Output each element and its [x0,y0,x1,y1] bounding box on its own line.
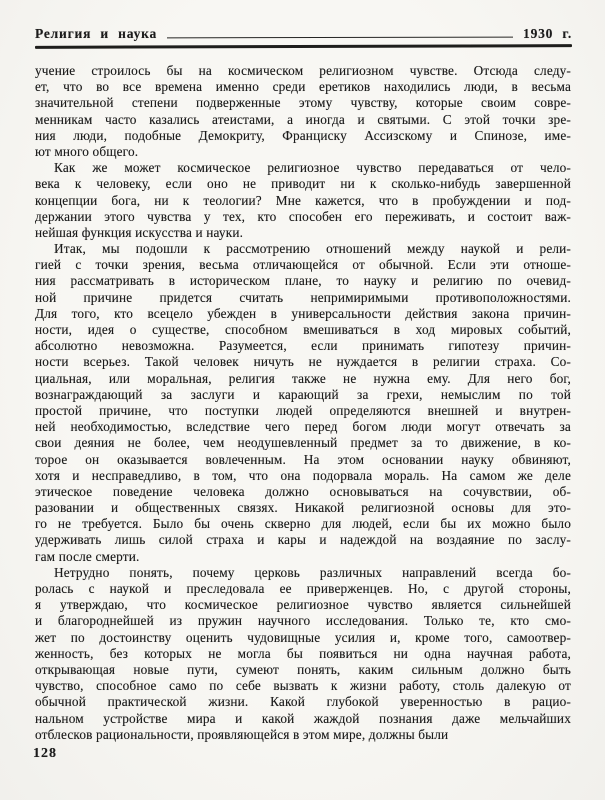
text-line: абсолютно невозможна. Разумеется, если принимать гипотезу причин- [35,338,571,354]
text-line: концепции бога, ни к теологии? Мне кажется, что в пробуждении и под- [35,192,571,208]
body-text [35,63,571,743]
text-line: ной причине придется считать непримиримыми противоположностями. [35,289,571,305]
text-line: циальная, или моральная, религия также не нужна ему. Для него бог, [35,370,571,386]
text-line: обычной практической жизни. Какой глубокой уверенностью в рацио- [35,694,571,710]
text-line: ют много общего. [35,143,139,159]
text-line: я утверждаю, что космическое религиозное чувство является сильнейшей [35,597,571,613]
text-line: го не требуется. Было бы очень скверно для людей, если бы их можно было [35,516,571,532]
text-line: хотя и несправедливо, в том, что она подорвала мораль. На самом же деле [35,467,571,483]
text-line: гией с точки зрения, весьма отличающейся от обычной. Если эти отноше- [35,257,571,273]
text-line: гам после смерти. [35,548,140,564]
text-line: нейшая функция искусства и науки. [35,224,244,240]
text-line: ния люди, подобные Демокриту, Франциску Ассизскому и Спинозе, име- [35,127,571,143]
text-line: ет, что во все времена именно среди еретиков находились люди, в весьма [35,79,571,95]
paragraph [35,565,571,743]
text-line: ности, идея о существе, способном вмешиваться в ход мировых событий, [35,322,571,337]
text-line: ния рассматривать в историческом плане, то науку и религию по очевид- [35,273,571,289]
text-line: удерживать лишь силой страха и кары и надеждой на воздаяние по заслу- [35,532,571,548]
header-title: Религия и наука [35,26,158,41]
text-line: учение строилось бы на космическом религиозном чувстве. Отсюда следу- [35,63,571,78]
text-line: менникам часто казались атеистами, а иногда и святыми. С этой точки зре- [35,111,571,127]
text-line: значительной степени подверженные этому чувству, которые своим совре- [35,95,571,111]
header-year: 1930 г. [523,26,572,41]
header-thin-rule [167,37,513,39]
text-line: держании этого чувства у тех, кто способен его переживать, и состоит важ- [35,208,571,224]
paragraph [35,160,571,241]
text-line: нальном устройстве мира и какой жаждой познания даже мельчайших [35,710,571,726]
text-line: века к человеку, если оно не приводит ни к сколько-нибудь завершенной [35,176,571,192]
text-line: вознаграждающий за заслуги и карающий за грехи, немыслим по той [35,386,571,402]
text-line: торое он оказывается вовлеченным. На этом основании науку обвиняют, [35,451,571,467]
text-line: Нетрудно понять, почему церковь различных направлений всегда бо- [54,564,571,580]
text-line: Для того, кто всецело убежден в универсальности действия закона причин- [35,305,571,321]
text-line: чувство, способное само по себе вызвать к жизни работу, столь далекую от [35,678,571,694]
running-header [35,26,572,48]
text-line: этическое поведение человека должно основываться на сочувствии, об- [35,483,571,499]
text-line: простой причине, что поступки людей определяются внешней и внутрен- [35,402,571,418]
text-line: ней необходимостью, вследствие чего перед богом люди могут отвечать за [35,419,571,435]
text-line: Итак, мы подошли к рассмотрению отношений между наукой и рели- [54,241,571,257]
text-line: ролась с наукой и преследовала ее приверженцев. Но, с другой стороны, [35,581,571,596]
paragraph [35,63,571,160]
text-line: разовании и общественных связях. Никакой религиозной основы для это- [35,500,571,516]
text-line: женность, без которых не могла бы появиться ни одна научная работа, [35,645,571,661]
text-line: открывающая новые пути, сумеют понять, каким сильным должно быть [35,661,571,677]
text-line: свои деяния не более, чем неодушевленный предмет за то движение, в ко- [35,435,571,451]
text-line: и благороднейшей из пружин научного исследования. Только те, кто смо- [35,613,571,629]
text-line: жет по достоинству оценить чудовищные усилия и, кроме того, самоотвер- [35,629,571,645]
paragraph [35,241,571,565]
text-line: Как же может космическое религиозное чувство передаваться от чело- [54,160,571,176]
text-line: отблесков рациональности, проявляющейся в этом мире, должны были [35,726,449,742]
text-line: ности всерьез. Такой человек ничуть не нуждается в религии страха. Со- [35,354,571,370]
header-thick-rule [35,44,572,48]
page-number: 128 [33,746,57,761]
